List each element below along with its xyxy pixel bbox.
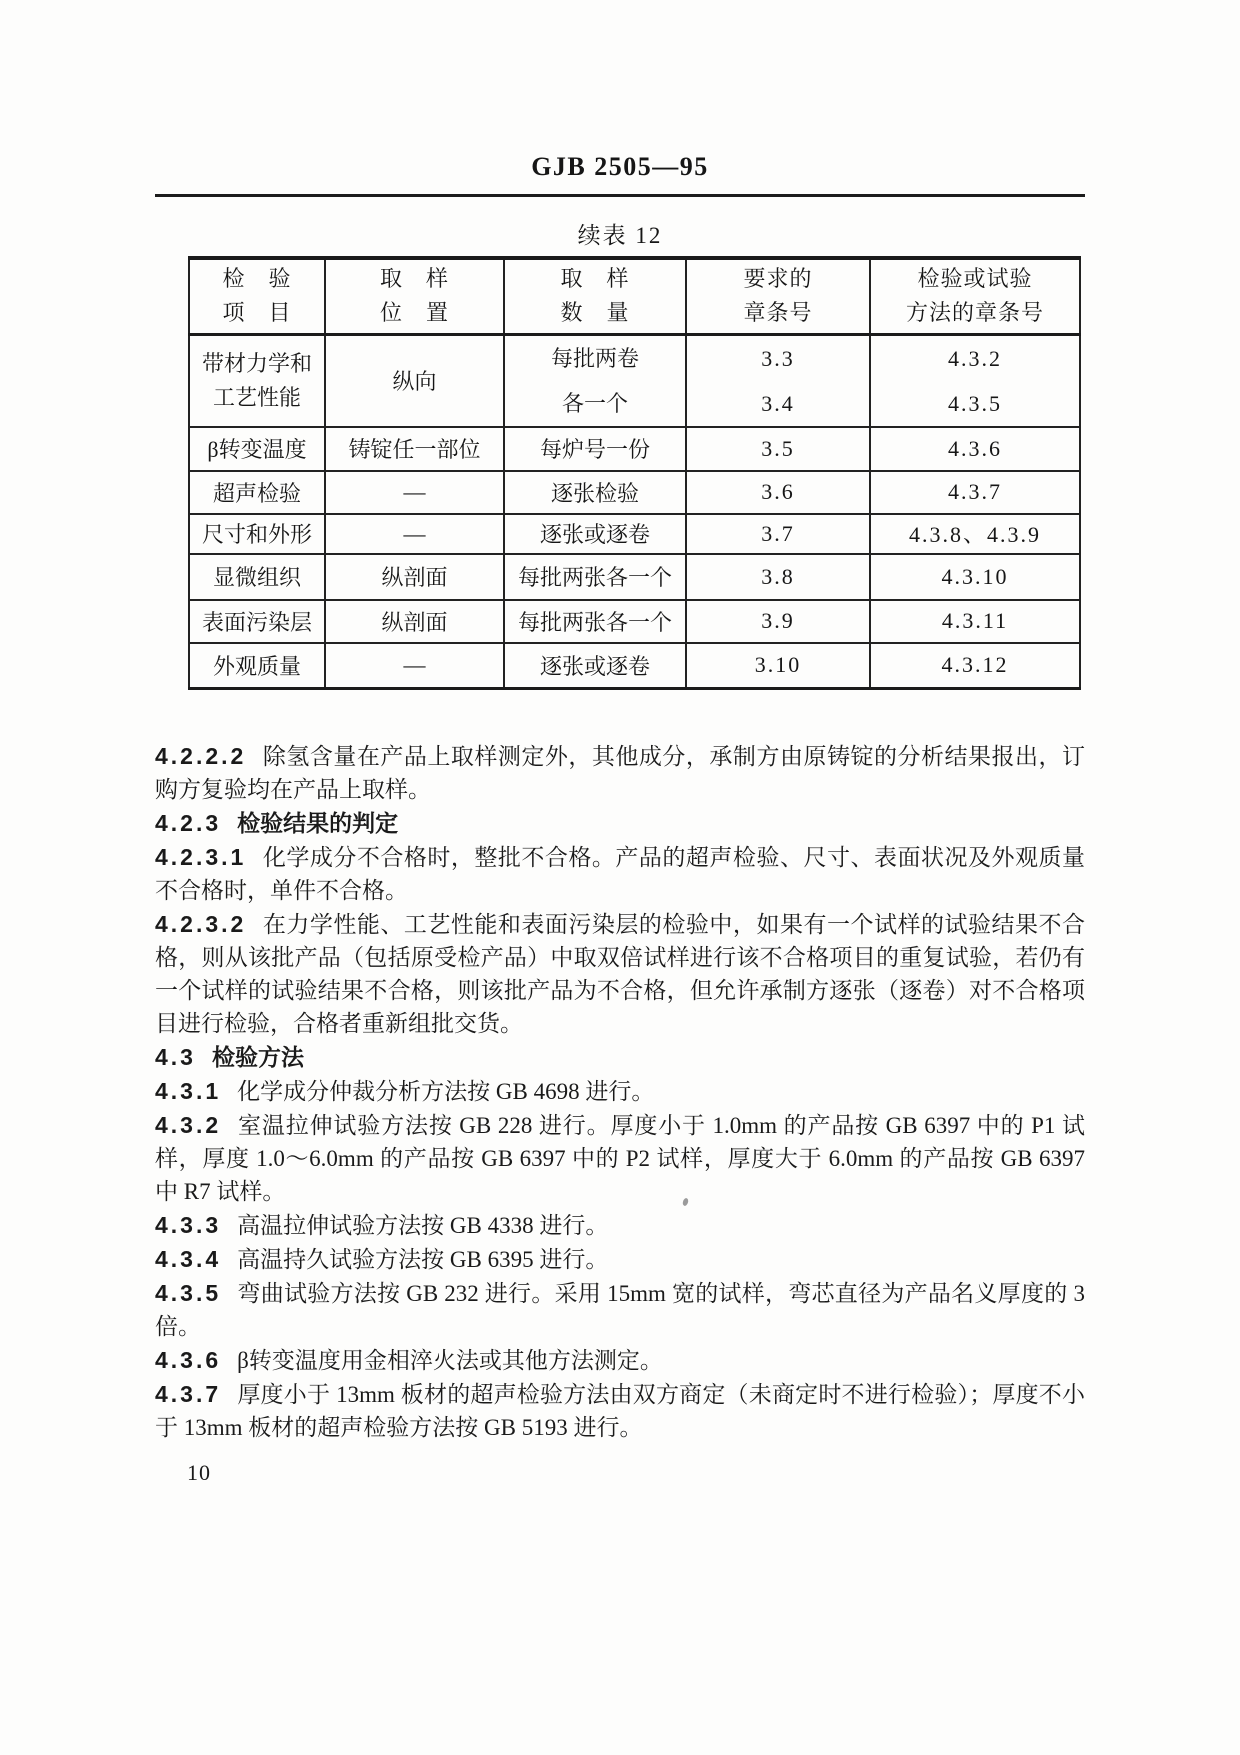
clause-text: 室温拉伸试验方法按 GB 228 进行。厚度小于 1.0mm 的产品按 GB 6397 中的 P1 试样，厚度 1.0～6.0mm 的产品按 GB 6397 中的 P2 试样，厚度大于 6.0mm 的产品按 GB 6397 中 R7 试样。 — [155, 1113, 1085, 1204]
clause-number: 4.3 — [155, 1044, 196, 1070]
cell-position: — — [325, 514, 504, 554]
clause-4-3-3 — [155, 1209, 1085, 1242]
table-caption: 续表 12 — [577, 223, 663, 248]
clause-text: 高温拉伸试验方法按 GB 4338 进行。 — [237, 1213, 609, 1238]
cell-item: 表面污染层 — [189, 600, 325, 643]
header-rule — [155, 194, 1085, 197]
cell-quantity: 逐张或逐卷 — [504, 643, 686, 689]
cell-item: 带材力学和 工艺性能 — [189, 334, 325, 427]
cell-req-clause: 3.9 — [686, 600, 870, 643]
cell-quantity: 每批两卷 各一个 — [504, 334, 686, 427]
cell-method-clause: 4.3.10 — [870, 554, 1080, 600]
clause-text: 高温持久试验方法按 GB 6395 进行。 — [237, 1247, 609, 1272]
clause-4-2-3-heading — [155, 807, 1085, 840]
clause-4-2-3-2 — [155, 908, 1085, 1040]
cell-method-clause: 4.3.2 4.3.5 — [870, 334, 1080, 427]
clause-number: 4.3.7 — [155, 1381, 222, 1407]
clauses-section — [155, 740, 1085, 1444]
cell-req-clause: 3.10 — [686, 643, 870, 689]
inspection-spec-table — [188, 256, 1081, 690]
clause-number: 4.2.3 — [155, 810, 222, 836]
cell-item: 显微组织 — [189, 554, 325, 600]
cell-req-clause: 3.6 — [686, 471, 870, 514]
cell-item: 超声检验 — [189, 471, 325, 514]
cell-quantity: 逐张或逐卷 — [504, 514, 686, 554]
cell-item: β转变温度 — [189, 427, 325, 471]
cell-method-clause: 4.3.6 — [870, 427, 1080, 471]
clause-4-3-2 — [155, 1109, 1085, 1208]
clause-text: 化学成分仲裁分析方法按 GB 4698 进行。 — [237, 1079, 655, 1104]
cell-req-clause: 3.3 3.4 — [686, 334, 870, 427]
cell-position: — — [325, 471, 504, 514]
clause-number: 4.3.1 — [155, 1078, 222, 1104]
cell-req-clause: 3.7 — [686, 514, 870, 554]
clause-text: 厚度小于 13mm 板材的超声检验方法由双方商定（未商定时不进行检验）；厚度不小于 13mm 板材的超声检验方法按 GB 5193 进行。 — [155, 1382, 1085, 1440]
clause-text: 除氢含量在产品上取样测定外，其他成分，承制方由原铸锭的分析结果报出，订购方复验均在产品上取样。 — [155, 744, 1085, 802]
cell-quantity: 每批两张各一个 — [504, 600, 686, 643]
clause-number: 4.3.3 — [155, 1212, 222, 1238]
clause-text: 检验方法 — [211, 1044, 304, 1070]
table-header-row — [189, 258, 1080, 334]
table-row — [189, 427, 1080, 471]
clause-number: 4.2.3.1 — [155, 844, 247, 870]
clause-number: 4.3.2 — [155, 1112, 222, 1138]
cell-method-clause: 4.3.12 — [870, 643, 1080, 689]
col-header-sampling-quantity: 取 样 数 量 — [504, 258, 686, 334]
cell-position: 纵剖面 — [325, 554, 504, 600]
cell-method-clause: 4.3.7 — [870, 471, 1080, 514]
col-header-requirement-clause: 要求的 章条号 — [686, 258, 870, 334]
clause-number: 4.3.6 — [155, 1347, 222, 1373]
clause-4-3-7 — [155, 1378, 1085, 1444]
table-row — [189, 471, 1080, 514]
cell-quantity: 每炉号一份 — [504, 427, 686, 471]
clause-number: 4.2.2.2 — [155, 743, 247, 769]
cell-quantity: 每批两张各一个 — [504, 554, 686, 600]
table-row — [189, 514, 1080, 554]
cell-quantity: 逐张检验 — [504, 471, 686, 514]
table-row — [189, 554, 1080, 600]
cell-position: 铸锭任一部位 — [325, 427, 504, 471]
clause-number: 4.2.3.2 — [155, 911, 247, 937]
doc-code-header: GJB 2505—95 — [531, 152, 709, 181]
col-header-sampling-position: 取 样 位 置 — [325, 258, 504, 334]
col-header-inspection-item: 检 验 项 目 — [189, 258, 325, 334]
clause-4-3-6 — [155, 1344, 1085, 1377]
cell-item: 外观质量 — [189, 643, 325, 689]
clause-4-3-1 — [155, 1075, 1085, 1108]
table-row — [189, 643, 1080, 689]
clause-text: 在力学性能、工艺性能和表面污染层的检验中，如果有一个试样的试验结果不合格，则从该批产品（包括原受检产品）中取双倍试样进行该不合格项目的重复试验，若仍有一个试样的试验结果不合格，则该批产品为不合格，但允许承制方逐张（逐卷）对不合格项目进行检验，合格者重新组批交货。 — [155, 912, 1085, 1036]
clause-4-2-3-1 — [155, 841, 1085, 907]
clause-text: 弯曲试验方法按 GB 232 进行。采用 15mm 宽的试样，弯芯直径为产品名义厚度的 3 倍。 — [155, 1281, 1085, 1339]
cell-item: 尺寸和外形 — [189, 514, 325, 554]
cell-position: 纵向 — [325, 334, 504, 427]
cell-method-clause: 4.3.8、4.3.9 — [870, 514, 1080, 554]
cell-position: 纵剖面 — [325, 600, 504, 643]
clause-text: β转变温度用金相淬火法或其他方法测定。 — [237, 1348, 663, 1373]
cell-method-clause: 4.3.11 — [870, 600, 1080, 643]
clause-4-3-4 — [155, 1243, 1085, 1276]
cell-position: — — [325, 643, 504, 689]
clause-4-3-5 — [155, 1277, 1085, 1343]
col-header-method-clause: 检验或试验 方法的章条号 — [870, 258, 1080, 334]
page-number: 10 — [187, 1460, 211, 1485]
table-row — [189, 600, 1080, 643]
cell-req-clause: 3.8 — [686, 554, 870, 600]
clause-4-2-2-2 — [155, 740, 1085, 806]
clause-number: 4.3.4 — [155, 1246, 222, 1272]
clause-text: 化学成分不合格时，整批不合格。产品的超声检验、尺寸、表面状况及外观质量不合格时，单件不合格。 — [155, 845, 1085, 903]
clause-text: 检验结果的判定 — [237, 810, 399, 836]
clause-4-3-heading — [155, 1041, 1085, 1074]
clause-number: 4.3.5 — [155, 1280, 222, 1306]
page-content — [155, 0, 1085, 1486]
cell-req-clause: 3.5 — [686, 427, 870, 471]
table-row — [189, 334, 1080, 427]
